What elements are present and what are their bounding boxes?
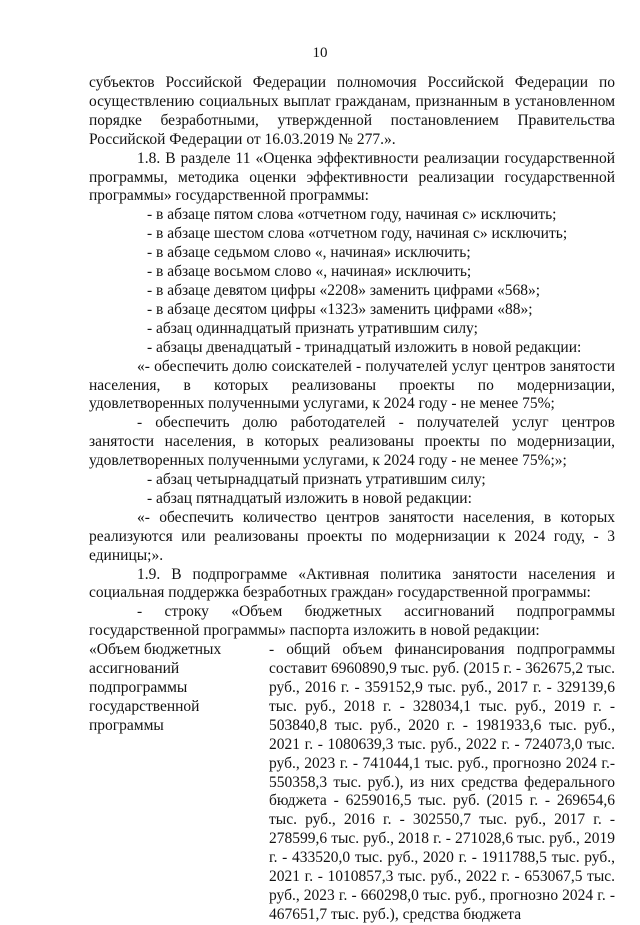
page-number: 10	[312, 45, 328, 61]
section-heading-1-8: 1.8. В разделе 11 «Оценка эффективности реализации государственной программы, методика оценки эффективности реализации государственной программы» государственной программы:	[89, 149, 615, 205]
section-heading-1-9: 1.9. В подпрограмме «Активная политика занятости населения и социальная поддержка безработных граждан» государственной программы:	[89, 565, 615, 602]
list-item: - в абзаце восьмом слово «, начиная» исключить;	[147, 263, 472, 281]
passport-table-row	[89, 641, 615, 925]
quoted-paragraph: - обеспечить долю работодателей - получателей услуг центров занятости населения, в которых реализованы проекты по модернизации, удовлетворенных полученными услугами, к 2024 году - не менее 75%;»;	[89, 414, 615, 470]
list-item: - абзац пятнадцатый изложить в новой редакции:	[147, 489, 472, 507]
table-cell-value: - общий объем финансирования подпрограммы составит 6960890,9 тыс. руб. (2015 г. - 362675,2 тыс. руб., 2016 г. - 359152,9 тыс. руб., 2017 г. - 329139,6 тыс. руб., 2018 г. - 328034,1 тыс. руб., 2019 г. - 503840,8 тыс. руб., 2020 г. - 1981933,6 тыс. руб., 2021 г. - 1080639,3 тыс. руб., 2022 г. - 724073,0 тыс. руб., 2023 г. - 741044,1 тыс. руб., прогнозно 2024 г.- 550358,3 тыс. руб.), из них средства федерального бюджета - 6259016,5 тыс. руб. (2015 г. - 269654,6 тыс. руб., 2016 г. - 302550,7 тыс. руб., 2017 г. - 278599,6 тыс. руб., 2018 г. - 271028,6 тыс. руб., 2019 г. - 433520,0 тыс. руб., 2020 г. - 1911788,5 тыс. руб., 2021 г. - 1010857,3 тыс. руб., 2022 г. - 653067,5 тыс. руб., 2023 г. - 660298,0 тыс. руб., прогнозно 2024 г. - 467651,7 тыс. руб.), средства бюджета	[269, 641, 615, 923]
list-item: - в абзаце седьмом слово «, начиная» исключить;	[147, 244, 471, 262]
list-item: - в абзаце шестом слова «отчетном году, начиная с» исключить;	[147, 225, 568, 243]
document-body	[89, 74, 615, 925]
quoted-paragraph: «- обеспечить долю соискателей - получателей услуг центров занятости населения, в которых реализованы проекты по модернизации, удовлетворенных полученными услугами, к 2024 году - не менее 75%;	[89, 357, 615, 413]
list-item: - абзац одиннадцатый признать утратившим силу;	[147, 319, 478, 337]
list-item: - в абзаце пятом слова «отчетном году, начиная с» исключить;	[147, 206, 557, 224]
table-cell-label: «Объем бюджетных ассигнований подпрограммы государственной программы	[89, 641, 222, 734]
paragraph: субъектов Российской Федерации полномочия Российской Федерации по осуществлению социальных выплат гражданам, признанным в установленном порядке безработными, утвержденной постановлением Правительства Российской Федерации от 16.03.2019 № 277.».	[89, 74, 615, 148]
list-item: - абзац четырнадцатый признать утратившим силу;	[147, 471, 486, 489]
list-item: - в абзаце девятом цифры «2208» заменить цифрами «568»;	[147, 281, 541, 299]
paragraph: - строку «Объем бюджетных ассигнований подпрограммы государственной программы» паспорта изложить в новой редакции:	[89, 603, 615, 640]
list-item: - абзацы двенадцатый - тринадцатый изложить в новой редакции:	[147, 338, 582, 356]
quoted-paragraph: «- обеспечить количество центров занятости населения, в которых реализуются или реализованы проекты по модернизации к 2024 году, - 3 единицы;».	[89, 508, 615, 564]
list-item: - в абзаце десятом цифры «1323» заменить цифрами «88»;	[147, 300, 533, 318]
